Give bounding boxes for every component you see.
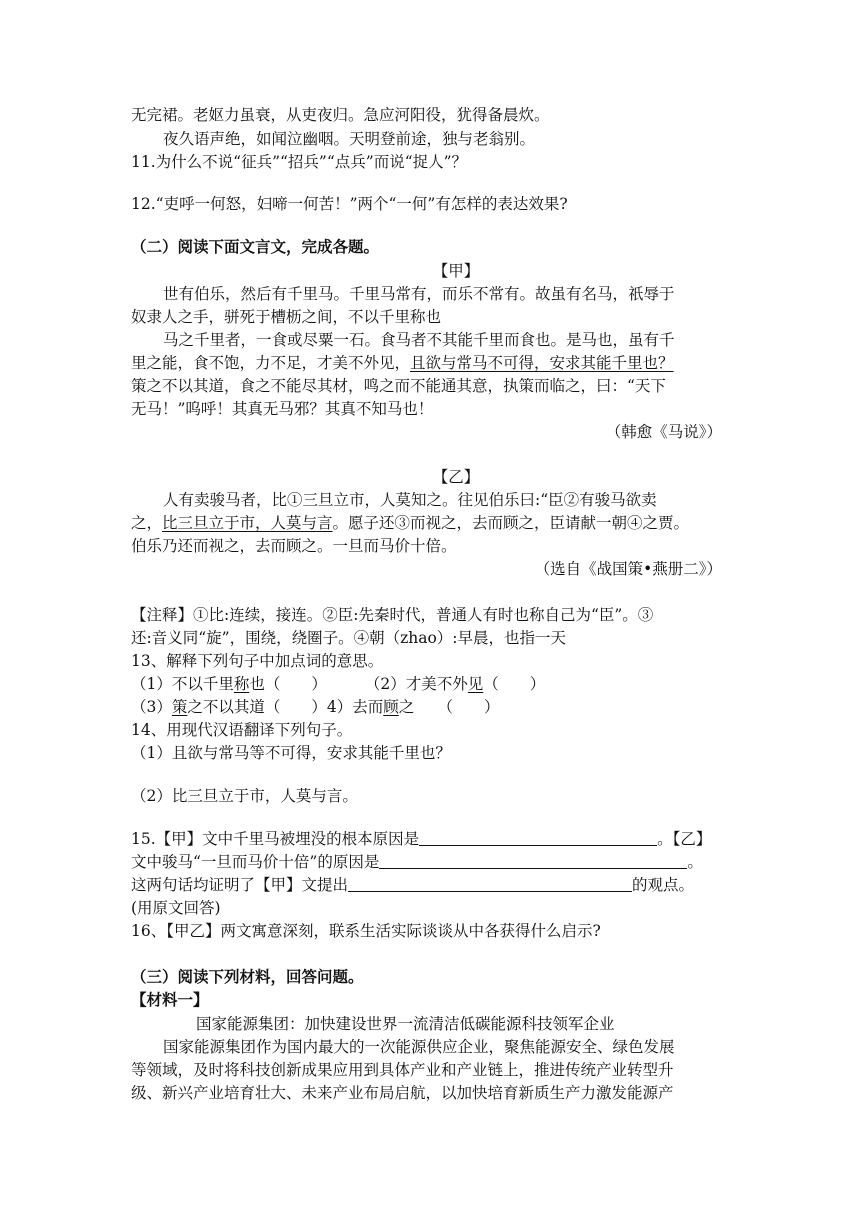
- passage-source: （选自《战国策•燕册二》）: [534, 560, 722, 578]
- poem-line: 无完裙。老妪力虽衰，从吏夜归。急应河阳役，犹得备晨炊。: [131, 106, 550, 124]
- section-heading: （二）阅读下面文言文，完成各题。: [131, 237, 380, 256]
- passage-line: 奴隶人之手，骈死于槽枥之间，不以千里称也: [131, 308, 442, 326]
- answer-blank[interactable]: [419, 829, 657, 846]
- notes-line: 还:音义同“旋”，围绕，绕圈子。④朝（zhao）:早晨，也指一天: [131, 629, 567, 647]
- notes-line: 【注释】①比:连续，接连。②臣:先秦时代，普通人有时也称自己为“臣”。③: [131, 606, 654, 624]
- passage-source: （韩愈《马说》）: [605, 423, 722, 441]
- question-16: 16、【甲乙】两文寓意深刻，联系生活实际谈谈从中各获得什么启示?: [131, 922, 601, 940]
- passage-line: 之，比三旦立于市，人莫与言。愿子还③而视之，去而顾之，臣请献一朝④之贾。: [131, 514, 690, 532]
- passage-line: 马之千里者，一食或尽粟一石。食马者不其能千里而食也。是马也，虽有千: [163, 331, 675, 349]
- question-15: 这两句话均证明了【甲】文提出 的观点。: [131, 876, 695, 894]
- passage-line: 人有卖骏马者，比①三旦立市，人莫知之。往见伯乐曰:“臣②有骏马欲卖: [163, 491, 657, 509]
- question-13-items: （3）策之不以其道（ ）4）去而顾之 （ ）: [131, 698, 500, 716]
- passage-line: 策之不以其道，食之不能尽其材，鸣之而不能通其意，执策而临之，曰：“天下: [131, 377, 666, 395]
- poem-line: 夜久语声绝，如闻泣幽咽。天明登前途，独与老翁别。: [163, 130, 536, 148]
- material-line: 国家能源集团作为国内最大的一次能源供应企业，聚焦能源安全、绿色发展: [163, 1038, 675, 1056]
- question-13: 13、解释下列句子中加点词的意思。: [131, 652, 384, 670]
- passage-title: 【乙】: [432, 468, 480, 486]
- dotted-word: 见: [467, 675, 484, 693]
- translate-sentence: （2）比三旦立于市，人莫与言。: [131, 787, 358, 805]
- passage-line: 伯乐乃还而视之，去而顾之。一旦而马价十倍。: [131, 537, 457, 555]
- underlined-sentence: 且欲与常马不可得，安求其能千里也？: [410, 354, 674, 372]
- question-13-items: （1）不以千里称也（ ） （2）才美不外见（ ）: [131, 675, 546, 693]
- question-15-note: (用原文回答): [131, 899, 221, 917]
- material-line: 等领域，及时将科技创新成果应用到具体产业和产业链上，推进传统产业转型升: [131, 1061, 674, 1079]
- passage-line: 里之能，食不饱，力不足，才美不外见，且欲与常马不可得，安求其能千里也？: [131, 354, 674, 372]
- underlined-sentence: 比三旦立于市，人莫与言: [162, 514, 333, 532]
- material-label: 【材料一】: [131, 990, 209, 1009]
- translate-sentence: （1）且欲与常马等不可得，安求其能千里也？: [131, 744, 451, 762]
- material-line: 级、新兴产业培育壮大、未来产业布局启航，以加快培育新质生产力激发能源产: [131, 1084, 674, 1102]
- question-11: 11.为什么不说“征兵”“招兵”“点兵”而说“捉人”？: [131, 153, 468, 171]
- passage-line: 世有伯乐，然后有千里马。千里马常有，而乐不常有。故虽有名马，祇辱于: [163, 285, 675, 303]
- question-15: 文中骏马“一旦而马价十倍”的原因是 。: [131, 853, 703, 871]
- passage-line: 无马！”呜呼！其真无马邪？其真不知马也！: [131, 400, 434, 418]
- dotted-word: 策: [171, 698, 188, 716]
- question-15: 15.【甲】文中千里马被埋没的根本原因是 。【乙】: [131, 830, 712, 848]
- section-heading: （三）阅读下列材料，回答问题。: [131, 967, 364, 986]
- dotted-word: 顾: [383, 698, 399, 716]
- material-title: 国家能源集团：加快建设世界一流清洁低碳能源科技领军企业: [196, 1015, 615, 1033]
- passage-title: 【甲】: [432, 262, 480, 280]
- question-12: 12.“吏呼一何怒，妇啼一何苦！”两个“一何”有怎样的表达效果?: [131, 195, 568, 213]
- answer-blank[interactable]: [348, 875, 632, 892]
- dotted-word: 称: [233, 675, 250, 693]
- answer-blank[interactable]: [379, 852, 687, 869]
- question-14: 14、用现代汉语翻译下列句子。: [131, 721, 353, 739]
